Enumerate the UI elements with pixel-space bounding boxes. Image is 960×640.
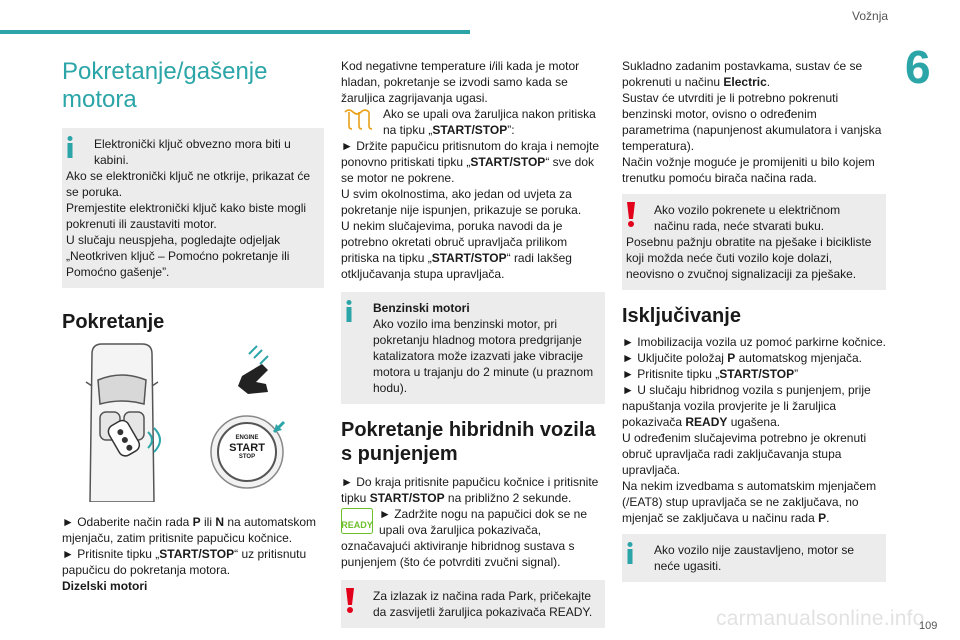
step-press-brake: ► Do kraja pritisnite papučicu kočnice i pritisnite tipku START/STOP na približno 2 sekunde.	[341, 475, 599, 505]
arrow-icon: ►	[622, 335, 634, 349]
page-title-line-1: Pokretanje/gašenje	[62, 58, 268, 85]
info-box-petrol	[341, 292, 605, 404]
button-label-top: ENGINE	[235, 435, 259, 441]
info-icon	[626, 542, 640, 574]
header-accent-bar	[0, 30, 470, 34]
para-steering: U nekim slučajevima, poruka navodi da je potrebno okretati obruč upravljača prilikom pritiska na tipku „START/STOP“ radi lakšeg otključavanja stupa upravljača.	[341, 219, 572, 281]
subheading-diesel: Dizelski motori	[62, 579, 148, 593]
arrow-icon: ►	[622, 367, 634, 381]
para-default-electric: Sukladno zadanim postavkama, sustav će se pokrenuti u načinu Electric.	[622, 59, 863, 89]
info-text-not-stopped: Ako vozilo nije zaustavljeno, motor se neće ugasiti.	[654, 543, 855, 573]
info-box-key	[62, 128, 324, 288]
arrow-icon: ►	[622, 351, 634, 365]
car-key-illustration	[62, 342, 324, 502]
ready-text: ► Zadržite nogu na papučici dok se ne upali ova žaruljica pokazivača, označavajući aktiviranje hibridnog sustava s punjenjem (što će potvrditi zvučni signal).	[341, 507, 588, 569]
warning-text-park: Za izlazak iz načina rada Park, pričekajte da zasvijetli žaruljica pokazivača READY.	[373, 589, 593, 619]
column-1	[62, 58, 324, 594]
button-label-main: START	[229, 442, 265, 454]
start-illustration	[62, 342, 324, 502]
arrow-icon: ►	[62, 547, 74, 561]
para-petrol-decision: Sustav će utvrditi je li potrebno pokrenuti benzinski motor, ovisno o određenim parametrima (napunjenost akumulatora i vanjska temperatura).	[622, 91, 882, 153]
info-text-1: Elektronički ključ obvezno mora biti u kabini.	[94, 137, 291, 167]
ready-indicator-label: READY	[341, 520, 373, 530]
page-title-line-2: motora	[62, 86, 137, 113]
start-stop-button	[222, 435, 272, 461]
arrow-icon: ►	[341, 475, 353, 489]
ready-indicator-icon	[341, 508, 373, 536]
warning-icon	[626, 202, 640, 234]
para-cold-start: Kod negativne temperature i/ili kada je motor hladan, pokretanje se izvodi samo kada se žaruljica zagrijavanja ugasi.	[341, 59, 580, 105]
chapter-number: 6	[905, 41, 931, 93]
column-2	[341, 58, 605, 628]
section-heading-stop: Isključivanje	[622, 305, 741, 327]
step-press-start: ► Pritisnite tipku „START/STOP“ uz pritisnutu papučicu do pokretanja motora.	[62, 547, 307, 577]
warning-icon	[345, 588, 359, 620]
info-icon	[66, 136, 80, 168]
step-hold-pedal: ► Držite papučicu pritisnutom do kraja i nemojte ponovno pritiskati tipku „START/STOP“ sve dok se motor ne pokrene.	[341, 139, 600, 185]
info-text-4: U slučaju neuspjeha, pogledajte odjeljak „Neotkriven ključ – Pomoćno pokretanje ili Pomoćno gašenje”.	[66, 233, 290, 279]
info-title-petrol: Benzinski motori	[373, 301, 470, 315]
glow-plug-text: Ako se upali ova žaruljica nakon pritiska na tipku „START/STOP”:	[383, 107, 596, 137]
section-title: Vožnja	[852, 9, 889, 23]
info-text-2: Ako se elektronički ključ ne otkrije, prikazat će se poruka.	[66, 169, 311, 199]
step-park-brake: ► Imobilizacija vozila uz pomoć parkirne kočnice.	[622, 335, 886, 349]
info-text-petrol: Ako vozilo ima benzinski motor, pri pokretanju hladnog motora predgrijanje katalizatora može izazvati jake vibracije motora u trajanju do 2 minute (u praznom hodu).	[373, 317, 594, 395]
para-lock-column: U određenim slučajevima potrebno je okrenuti obruč upravljača radi zaključavanja stupa upravljača.	[622, 431, 867, 477]
step-select-mode: ► Odaberite način rada P ili N na automatskom mjenjaču, zatim pritisnite papučicu kočnice.	[62, 515, 317, 545]
page-number: 109	[919, 620, 938, 632]
column-3	[622, 58, 886, 582]
glow-plug-icon	[341, 106, 377, 136]
warning-box-park	[341, 580, 605, 628]
arrow-icon: ►	[622, 383, 634, 397]
ready-note	[341, 506, 605, 570]
para-conditions: U svim okolnostima, ako jedan od uvjeta za pokretanje nije ispunjen, prikazuje se poruka.	[341, 187, 582, 217]
watermark: carmanualsonline.info	[716, 607, 925, 630]
para-mode-selector: Način vožnje moguće je promijeniti u bilo kojem trenutku pomoću birača načina rada.	[622, 155, 875, 185]
section-heading-hybrid: Pokretanje hibridnih vozila s punjenjem	[341, 419, 596, 465]
step-select-p: ► Uključite položaj P automatskog mjenjača.	[622, 351, 863, 365]
button-label-bottom: STOP	[238, 454, 256, 460]
arrow-icon: ►	[62, 515, 74, 529]
section-heading-start: Pokretanje	[62, 311, 165, 333]
warning-text-silent-1: Ako vozilo pokrenete u električnom načinu rada, neće stvarati buku.	[654, 203, 841, 233]
stop-steps	[622, 334, 886, 526]
page-title	[62, 58, 324, 114]
info-box-not-stopped	[622, 534, 886, 582]
step-check-ready: ► U slučaju hibridnog vozila s punjenjem, prije napuštanja vozila provjerite je li žaruljica pokazivača READY ugašena.	[622, 383, 871, 429]
arrow-icon: ►	[379, 507, 391, 521]
start-steps	[62, 514, 324, 594]
glow-plug-note	[341, 106, 605, 138]
info-text-3: Premjestite elektronički ključ kako biste mogli pokrenuti ili zaustaviti motor.	[66, 201, 307, 231]
warning-text-silent-2: Posebnu pažnju obratite na pješake i bicikliste koji možda neće čuti vozilo koje dolazi, neovisno o zvučnoj signalizaciji za pješake.	[626, 235, 872, 281]
warning-box-silent	[622, 194, 886, 290]
arrow-icon: ►	[341, 139, 353, 153]
step-press-stop: ► Pritisnite tipku „START/STOP”	[622, 367, 799, 381]
para-eat8: Na nekim izvedbama s automatskim mjenjačem (/EAT8) stup upravljača se ne zaključava, no mjenjač se zaključava u načinu rada P.	[622, 479, 877, 525]
